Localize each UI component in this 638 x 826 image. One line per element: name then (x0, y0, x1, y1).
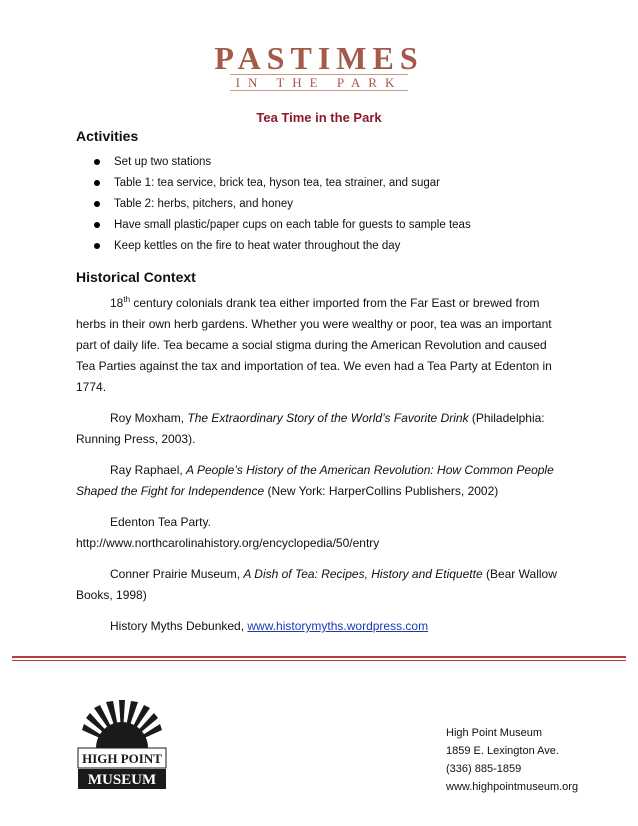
bullet-icon (94, 180, 100, 186)
footer-divider-thin (12, 660, 626, 661)
pastimes-logo (0, 42, 638, 92)
footer-divider (12, 656, 626, 658)
list-item: Have small plastic/paper cups on each table for guests to sample teas (76, 215, 566, 236)
activities-list (76, 152, 566, 257)
museum-address (446, 724, 578, 796)
bullet-icon (94, 243, 100, 249)
list-item: Table 2: herbs, pitchers, and honey (76, 194, 566, 215)
logo-main-text: PASTIMES (214, 40, 424, 76)
logo-line2: MUSEUM (87, 772, 157, 788)
historical-context-section (76, 267, 566, 637)
historical-context-heading: Historical Context (76, 269, 196, 285)
document-title: Tea Time in the Park (256, 110, 382, 125)
address-name: High Point Museum (446, 727, 542, 739)
edenton-url: http://www.northcarolinahistory.org/encyclopedia/50/entry (76, 536, 380, 550)
address-website[interactable]: www.highpointmuseum.org (446, 781, 579, 793)
reference-conner-prairie: Conner Prairie Museum, A Dish of Tea: Recipes, History and Etiquette (Bear Wallow Books, 1998) (76, 567, 557, 602)
context-paragraph: 18th century colonials drank tea either imported from the Far East or brewed from herbs in their own herb gardens. Whether you were wealthy or poor, tea was an important part of daily life. Tea became a social stigma during the American Revolution and caused Tea Parties against the tax and importation of tea. We even had a Tea Party at Edenton in 1774. (76, 295, 552, 394)
address-phone: (336) 885-1859 (446, 763, 522, 775)
bullet-icon (94, 159, 100, 165)
reference-history-myths: History Myths Debunked, www.historymyths.wordpress.com (110, 619, 429, 633)
list-item: Keep kettles on the fire to heat water throughout the day (76, 236, 566, 257)
logo-sub-text: IN THE PARK (230, 74, 409, 91)
logo-line1: HIGH POINT (82, 751, 162, 766)
address-street: 1859 E. Lexington Ave. (446, 745, 559, 757)
high-point-museum-logo (76, 700, 168, 790)
bullet-icon (94, 222, 100, 228)
list-item: Table 1: tea service, brick tea, hyson tea, tea strainer, and sugar (76, 173, 566, 194)
sunburst-icon (76, 700, 168, 790)
document-body (76, 126, 566, 637)
history-myths-link[interactable]: www.historymyths.wordpress.com (247, 619, 429, 633)
reference-moxham: Roy Moxham, The Extraordinary Story of the World’s Favorite Drink (Philadelphia: Running Press, 2003). (76, 411, 545, 446)
reference-raphael: Ray Raphael, A People’s History of the American Revolution: How Common People Shaped the Fight for Independence (New York: HarperCollins Publishers, 2002) (76, 463, 554, 498)
reference-edenton: Edenton Tea Party. http://www.northcarolinahistory.org/encyclopedia/50/entry (76, 512, 566, 554)
activities-heading: Activities (76, 128, 139, 144)
list-item: Set up two stations (76, 152, 566, 173)
bullet-icon (94, 201, 100, 207)
